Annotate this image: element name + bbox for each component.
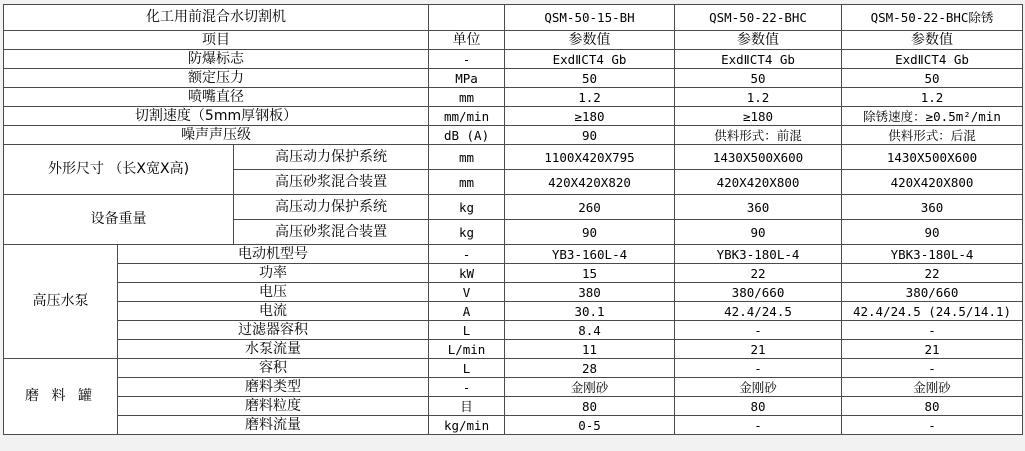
- unit-cell: L: [429, 359, 505, 378]
- value-cell: 15: [505, 264, 675, 283]
- value-cell: 260: [505, 195, 675, 220]
- param-header: 参数值: [505, 31, 675, 50]
- model-header: QSM-50-22-BHC: [675, 5, 842, 31]
- value-cell: 380/660: [675, 283, 842, 302]
- table-row: [4, 321, 1023, 340]
- value-cell: -: [675, 416, 842, 435]
- param-header: 参数值: [675, 31, 842, 50]
- value-cell: YB3-160L-4: [505, 245, 675, 264]
- value-cell: 11: [505, 340, 675, 359]
- sub-item-cell: 高压动力保护系统: [234, 195, 429, 220]
- unit-cell: mm/min: [429, 107, 505, 126]
- value-cell: 22: [675, 264, 842, 283]
- value-cell: -: [675, 359, 842, 378]
- item-cell: 磨料流量: [118, 416, 429, 435]
- value-cell: YBK3-180L-4: [842, 245, 1023, 264]
- table-row: [4, 302, 1023, 321]
- value-cell: 42.4/24.5 (24.5/14.1): [842, 302, 1023, 321]
- model-header: QSM-50-15-BH: [505, 5, 675, 31]
- value-cell: 42.4/24.5: [675, 302, 842, 321]
- value-cell: 50: [675, 69, 842, 88]
- value-cell: 金刚砂: [675, 378, 842, 397]
- value-cell: 50: [505, 69, 675, 88]
- item-cell: 切割速度（5mm厚钢板）: [4, 107, 429, 126]
- value-cell: ≥180: [505, 107, 675, 126]
- table-row: [4, 397, 1023, 416]
- value-cell: 90: [675, 220, 842, 245]
- table-row: [4, 50, 1023, 69]
- value-cell: 金刚砂: [842, 378, 1023, 397]
- table-row: [4, 69, 1023, 88]
- table-row: [4, 359, 1023, 378]
- unit-cell: V: [429, 283, 505, 302]
- table-row: [4, 283, 1023, 302]
- item-cell: 水泵流量: [118, 340, 429, 359]
- unit-cell: -: [429, 50, 505, 69]
- value-cell: -: [842, 359, 1023, 378]
- item-cell: 功率: [118, 264, 429, 283]
- table-row: [4, 245, 1023, 264]
- unit-cell: -: [429, 378, 505, 397]
- value-cell: 380: [505, 283, 675, 302]
- item-cell: 容积: [118, 359, 429, 378]
- value-cell: 30.1: [505, 302, 675, 321]
- unit-header: 单位: [429, 31, 505, 50]
- value-cell: 360: [675, 195, 842, 220]
- value-cell: 1.2: [675, 88, 842, 107]
- value-cell: 420X420X800: [842, 170, 1023, 195]
- dimensions-group-label: 外形尺寸 （长X宽X高): [4, 145, 234, 195]
- unit-cell: mm: [429, 145, 505, 170]
- value-cell: 除锈速度：≥0.5m²/min: [842, 107, 1023, 126]
- item-cell: 过滤器容积: [118, 321, 429, 340]
- value-cell: 90: [505, 220, 675, 245]
- value-cell: 28: [505, 359, 675, 378]
- table-row: [4, 264, 1023, 283]
- value-cell: 21: [842, 340, 1023, 359]
- table-row: [4, 378, 1023, 397]
- value-cell: 21: [675, 340, 842, 359]
- item-cell: 磨料类型: [118, 378, 429, 397]
- table-row: [4, 145, 1023, 170]
- sub-item-cell: 高压动力保护系统: [234, 145, 429, 170]
- value-cell: 420X420X800: [675, 170, 842, 195]
- value-cell: 1430X500X600: [675, 145, 842, 170]
- value-cell: 360: [842, 195, 1023, 220]
- value-cell: 供料形式：前混: [675, 126, 842, 145]
- item-cell: 噪声声压级: [4, 126, 429, 145]
- unit-cell: 目: [429, 397, 505, 416]
- unit-cell: L: [429, 321, 505, 340]
- item-cell: 电流: [118, 302, 429, 321]
- value-cell: 420X420X820: [505, 170, 675, 195]
- item-cell: 喷嘴直径: [4, 88, 429, 107]
- item-cell: 电压: [118, 283, 429, 302]
- unit-cell: kg: [429, 195, 505, 220]
- sub-item-cell: 高压砂浆混合装置: [234, 170, 429, 195]
- sub-item-cell: 高压砂浆混合装置: [234, 220, 429, 245]
- value-cell: 1430X500X600: [842, 145, 1023, 170]
- unit-cell: MPa: [429, 69, 505, 88]
- unit-cell: kW: [429, 264, 505, 283]
- value-cell: 80: [842, 397, 1023, 416]
- table-row: [4, 195, 1023, 220]
- value-cell: ≥180: [675, 107, 842, 126]
- table-row: [4, 88, 1023, 107]
- value-cell: 1.2: [505, 88, 675, 107]
- table-row: [4, 416, 1023, 435]
- value-cell: 金刚砂: [505, 378, 675, 397]
- table-row: [4, 340, 1023, 359]
- tank-group-label: 磨 料 罐: [4, 359, 118, 435]
- value-cell: 90: [505, 126, 675, 145]
- value-cell: 1100X420X795: [505, 145, 675, 170]
- value-cell: 380/660: [842, 283, 1023, 302]
- value-cell: ExdⅡCT4 Gb: [505, 50, 675, 69]
- unit-cell: -: [429, 245, 505, 264]
- value-cell: 80: [675, 397, 842, 416]
- unit-cell: L/min: [429, 340, 505, 359]
- model-header: QSM-50-22-BHC除锈: [842, 5, 1023, 31]
- unit-cell: A: [429, 302, 505, 321]
- value-cell: 22: [842, 264, 1023, 283]
- value-cell: ExdⅡCT4 Gb: [842, 50, 1023, 69]
- unit-cell: dB (A): [429, 126, 505, 145]
- unit-cell: mm: [429, 170, 505, 195]
- spec-table: [3, 4, 1023, 435]
- title-row: [4, 5, 1023, 31]
- table-title: 化工用前混合水切割机: [4, 5, 429, 31]
- value-cell: 0-5: [505, 416, 675, 435]
- value-cell: 50: [842, 69, 1023, 88]
- value-cell: 1.2: [842, 88, 1023, 107]
- item-cell: 电动机型号: [118, 245, 429, 264]
- unit-cell: kg/min: [429, 416, 505, 435]
- value-cell: -: [842, 321, 1023, 340]
- pump-group-label: 高压水泵: [4, 245, 118, 359]
- param-header: 参数值: [842, 31, 1023, 50]
- item-cell: 磨料粒度: [118, 397, 429, 416]
- value-cell: -: [842, 416, 1023, 435]
- unit-cell: kg: [429, 220, 505, 245]
- table-row: [4, 126, 1023, 145]
- table-row: [4, 107, 1023, 126]
- weight-group-label: 设备重量: [4, 195, 234, 245]
- value-cell: -: [675, 321, 842, 340]
- header-row: [4, 31, 1023, 50]
- value-cell: 80: [505, 397, 675, 416]
- value-cell: 供料形式：后混: [842, 126, 1023, 145]
- value-cell: 90: [842, 220, 1023, 245]
- value-cell: YBK3-180L-4: [675, 245, 842, 264]
- item-cell: 额定压力: [4, 69, 429, 88]
- value-cell: 8.4: [505, 321, 675, 340]
- value-cell: ExdⅡCT4 Gb: [675, 50, 842, 69]
- item-header: 项目: [4, 31, 429, 50]
- unit-blank-header: [429, 5, 505, 31]
- unit-cell: mm: [429, 88, 505, 107]
- item-cell: 防爆标志: [4, 50, 429, 69]
